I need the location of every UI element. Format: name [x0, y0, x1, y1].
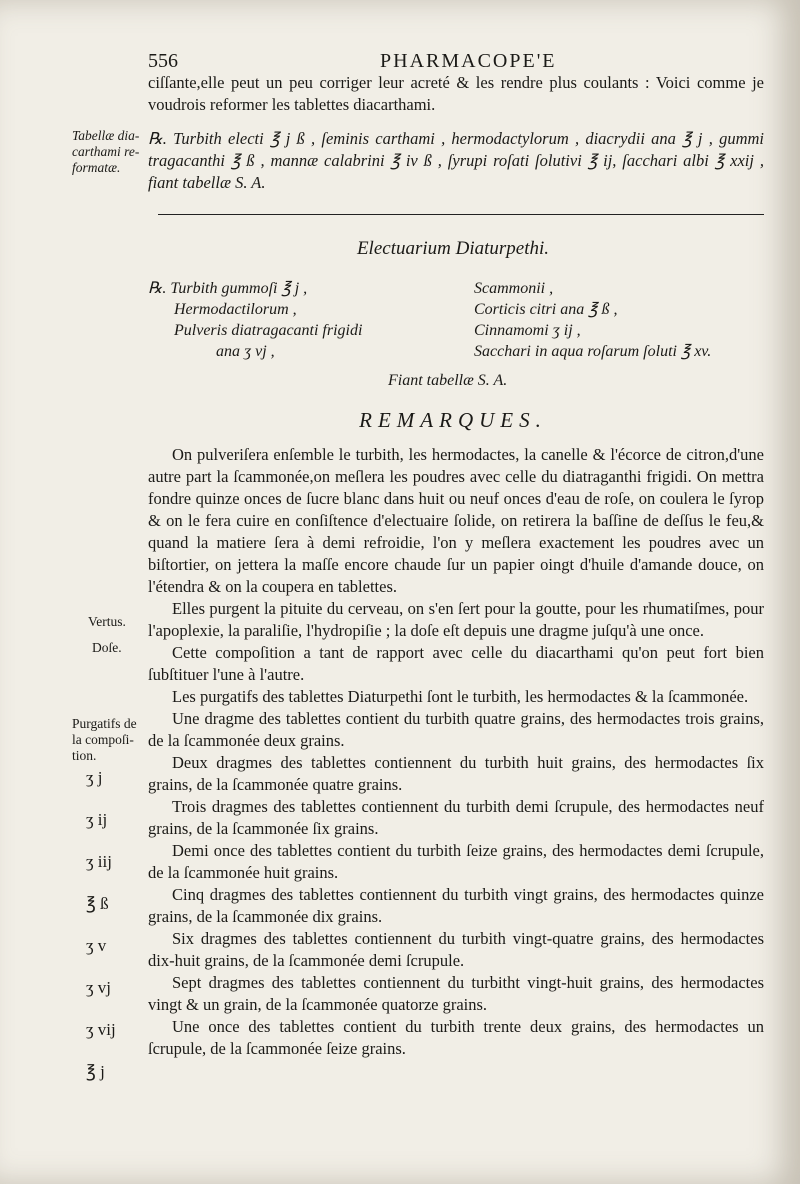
ingredient: Cinnamomi ʒ ij ,: [474, 322, 581, 339]
dose-symbol: ʒ vj: [86, 978, 112, 997]
remarques-heading: REMARQUES.: [359, 408, 547, 432]
ingredient: Hermodactilorum ,: [174, 301, 297, 318]
dose-symbol: ʒ ij: [86, 810, 108, 829]
dose-symbol: ʒ vij: [86, 1020, 116, 1039]
remarques-body: [148, 444, 764, 1060]
paragraph-substitution: Cette compoſition a tant de rapport avec celle du diacarthami qu'on peut fort bien ſubſtituer l'une à l'autre.: [148, 643, 764, 684]
ingredient: Scammonii ,: [474, 280, 554, 297]
dose-symbol: ʒ iij: [86, 852, 112, 871]
bleed-through-shadow: [760, 60, 800, 1060]
ingredient: Sacchari in aqua roſarum ſoluti ℥ xv.: [474, 343, 712, 360]
ingredient: Corticis citri ana ℥ ß ,: [474, 301, 618, 318]
dose-line: Demi once des tablettes contient du turbith ſeize grains, des hermodactes demi ſcrupule, de la ſcammonée huit grains.: [148, 841, 764, 882]
margin-note-tabella: Tabellæ dia- carthami re- formatæ.: [72, 128, 140, 175]
dose-line: Une dragme des tablettes contient du turbith quatre grains, des hermodactes trois grains, de la ſcammonée deux grains.: [148, 709, 764, 750]
paragraph-preparation: On pulveriſera enſemble le turbith, les hermodactes, la canelle & l'écorce de citron,d'une autre part la ſcammonée,on meſlera les poudres avec celle du diatraganthi frigidi. On mettra fondre quinze onces de ſucre blanc dans huit ou neuf onces d'eau de roſe, on coulera le ſyrop & on le fera cuire en conſiſtence d'electuaire ſolide, on retirera la baſſine de deſſus le feu,& quand la matiere ſera à demi refroidie, l'on y meſlera exactement les poudres avec un biſtortier, on jettera la maſſe encore chaude ſur un papier oingt d'huile d'amande douce, on l'étendra & on la coupera en tablettes.: [148, 445, 764, 596]
margin-purgatifs: Purgatifs de la compoſi- tion.: [72, 716, 137, 763]
dose-line: Six dragmes des tablettes contiennent du turbith vingt-quatre grains, des hermodactes dix-huit grains, de la ſcammonée demi ſcrupule.: [148, 929, 764, 970]
dose-line: Sept dragmes des tablettes contiennent du turbitht vingt-huit grains, des hermodactes vingt & un grain, de la ſcammonée quatorze grains.: [148, 973, 764, 1014]
dose-symbol: ʒ v: [86, 936, 107, 955]
tabella-recipe: ℞. Turbith electi ℥ j ß , ſeminis carthami , hermodactylorum , diacrydii ana ℥ j , gummi tragacanthi ℥ ß , mannæ calabrini ℥ iv ß , ſyrupi roſati ſolutivi ℥ ij, ſacchari albi ℥ xxij , fiant tabellæ S. A.: [148, 129, 764, 192]
electuarium-title: Electuarium Diaturpethi.: [356, 238, 550, 259]
running-title: PHARMACOPE'E: [380, 50, 557, 72]
ingredient: ℞. Turbith gummoſi ℥ j ,: [148, 280, 308, 297]
dose-symbol: ʒ j: [86, 768, 103, 787]
dose-line: Une once des tablettes contient du turbith trente deux grains, des hermodactes un ſcrupule, de la ſcammonée ſeize grains.: [148, 1017, 764, 1058]
dose-line: Trois dragmes des tablettes contiennent du turbith demi ſcrupule, des hermodactes neuf grains, de la ſcammonée ſix grains.: [148, 797, 764, 838]
section-divider: [158, 214, 764, 215]
paragraph-vertus: Elles purgent la pituite du cerveau, on s'en ſert pour la goutte, pour les rhumatiſmes, pour l'apoplexie, la paraliſie, l'hydropiſie ; la doſe eſt depuis une dragme juſqu'à une once.: [148, 599, 764, 640]
margin-dose: Doſe.: [92, 640, 122, 655]
ingredients-right-column: [474, 278, 711, 362]
dose-line: Cinq dragmes des tablettes contiennent du turbith vingt grains, des hermodactes quinze grains, de la ſcammonée dix grains.: [148, 885, 764, 926]
intro-paragraph: ciſſante,elle peut un peu corriger leur acreté & les rendre plus coulants : Voici comme je voudrois reformer les tablettes diacarthami.: [148, 73, 764, 114]
fiant-tabellae: Fiant tabellæ S. A.: [388, 372, 508, 389]
ingredient: ana ʒ vj ,: [216, 343, 275, 360]
dose-line: Deux dragmes des tablettes contiennent du turbith huit grains, des hermodactes ſix grains, de la ſcammonée quatre grains.: [148, 753, 764, 794]
page-number: 556: [148, 50, 178, 72]
paragraph-purgatifs: Les purgatifs des tablettes Diaturpethi ſont le turbith, les hermodactes & la ſcammonée.: [172, 687, 749, 706]
ingredients-left-column: [148, 278, 362, 362]
margin-vertus: Vertus.: [88, 614, 126, 629]
dose-symbol: ℥ j: [86, 1062, 105, 1081]
ingredient: Pulveris diatragacanti frigidi: [174, 322, 363, 339]
dose-symbol: ℥ ß: [86, 894, 109, 913]
